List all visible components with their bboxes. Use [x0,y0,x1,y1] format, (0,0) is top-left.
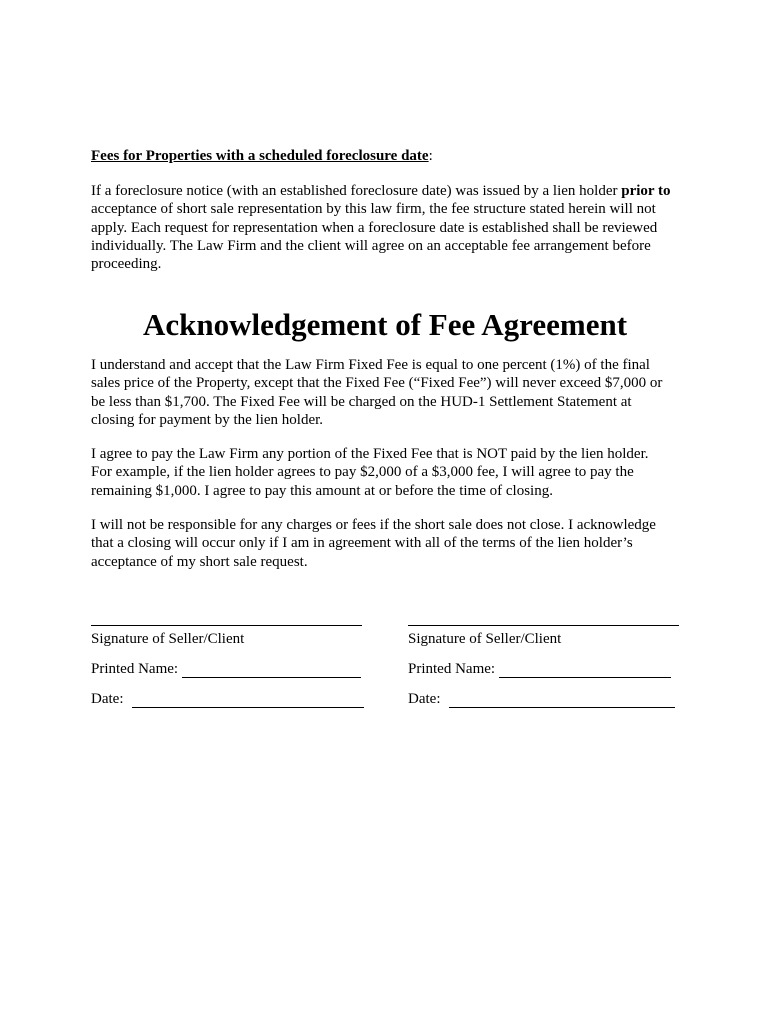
paragraph-line: individually. The Law Firm and the client will agree on an acceptable fee arrangement before [91,237,651,254]
signature-line[interactable] [91,616,362,626]
paragraph-line [91,182,671,200]
paragraph-line: remaining $1,000. I agree to pay this amount at or before the time of closing. [91,482,553,499]
foreclosure-fees-heading [91,147,433,165]
date-field[interactable] [132,694,364,708]
signature-label: Signature of Seller/Client [91,631,245,647]
signature-label: Signature of Seller/Client [408,631,562,647]
paragraph-line: that a closing will occur only if I am in agreement with all of the terms of the lien holder’s [91,535,633,552]
printed-name-label: Printed Name: [91,661,179,677]
paragraph-line-text: If a foreclosure notice (with an established foreclosure date) was issued by a lien holder [91,183,622,199]
signature-line[interactable] [408,616,679,626]
paragraph-line: acceptance of my short sale request. [91,553,308,570]
fixed-fee-paragraph [91,356,662,429]
foreclosure-fees-paragraph [91,182,671,273]
printed-name-field[interactable] [499,664,671,678]
signature-block-right [408,616,683,708]
paragraph-line: be less than $1,700. The Fixed Fee will be charged on the HUD-1 Settlement Statement at [91,393,632,410]
foreclosure-fees-heading-colon: : [428,148,433,164]
prior-to-emphasis: prior to [621,183,671,199]
paragraph-line: apply. Each request for representation when a foreclosure date is established shall be reviewed [91,219,658,236]
printed-name-row [91,660,366,678]
printed-name-label: Printed Name: [408,661,496,677]
date-label: Date: [91,691,124,707]
paragraph-line: acceptance of short sale representation by this law firm, the fee structure stated herein will not [91,201,656,218]
date-row [408,690,683,708]
foreclosure-fees-heading-text: Fees for Properties with a scheduled foreclosure date [91,148,429,164]
paragraph-line: closing for payment by the lien holder. [91,411,324,428]
agreement-title: Acknowledgement of Fee Agreement [142,307,628,342]
paragraph-line: For example, if the lien holder agrees to pay $2,000 of a $3,000 fee, I will agree to pay the [91,464,634,481]
printed-name-row [408,660,683,678]
paragraph-line: sales price of the Property, except that the Fixed Fee (“Fixed Fee”) will never exceed $7,000 or [91,375,663,392]
signature-block-left [91,616,366,708]
responsibility-paragraph [91,516,656,571]
paragraph-line: I agree to pay the Law Firm any portion of the Fixed Fee that is NOT paid by the lien holder. [91,446,649,462]
payment-agreement-paragraph [91,445,649,500]
date-field[interactable] [449,694,675,708]
date-label: Date: [408,691,441,707]
printed-name-field[interactable] [182,664,361,678]
paragraph-line: I will not be responsible for any charges or fees if the short sale does not close. I acknowledge [91,517,656,533]
date-row [91,690,366,708]
paragraph-line: proceeding. [91,256,162,273]
paragraph-line: I understand and accept that the Law Firm Fixed Fee is equal to one percent (1%) of the final [91,357,650,373]
